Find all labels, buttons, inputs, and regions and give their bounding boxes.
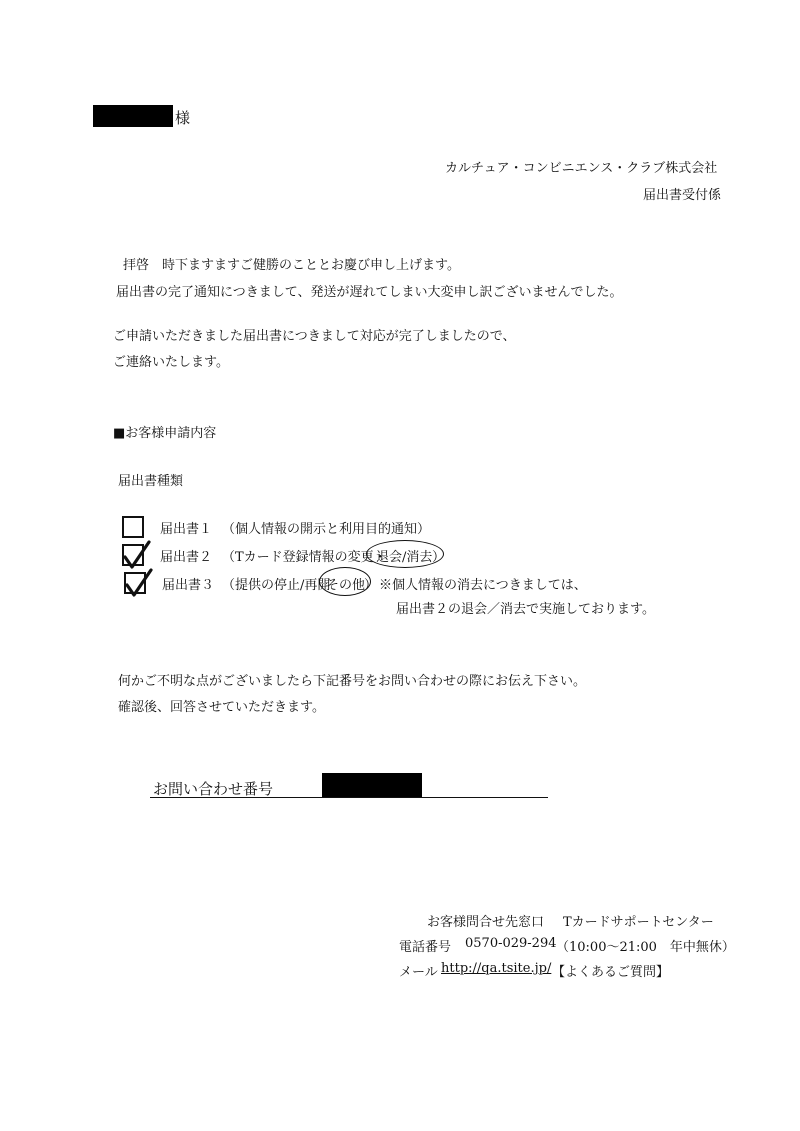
form1-detail: （個人情報の開示と利用目的通知） [222,522,431,537]
form2-circle-mark [366,540,444,568]
form2-detail-suffix: ） [432,550,446,565]
apology-line: 届出書の完了通知につきまして、発送が遅れてしまい大変申し訳ございませんでした。 [116,285,623,300]
note-line-1: ※個人情報の消去につきましては、 [379,578,587,593]
application-heading: ■お客様申請内容 [113,426,217,441]
form2-detail-prefix: （Tカード登録情報の変更・ [222,550,387,565]
form3-detail-circled: その他 [326,578,366,593]
redacted-recipient-name [93,105,173,127]
greeting-line: 拝啓 時下ますますご健勝のこととお慶び申し上げます。 [123,258,460,273]
form3-detail-suffix: ） [364,578,378,593]
form2-checkbox [122,544,144,566]
completion-line-2: ご連絡いたします。 [113,355,229,370]
form3-checkbox [124,572,146,594]
inquiry-number-label: お問い合わせ番号 [153,780,274,798]
form2-name: 届出書２ [160,550,213,565]
contact-hours: （10:00～21:00 年中無休） [556,940,735,955]
contact-mail-label: メール [399,965,438,980]
recipient-honorific: 様 [175,109,191,127]
redacted-inquiry-number [322,773,422,797]
note-line-2: 届出書２の退会／消去で実施しております。 [396,602,655,617]
contact-phone-label: 電話番号 [399,940,452,955]
completion-line-1: ご申請いただきました届出書につきまして対応が完了しましたので、 [113,329,516,344]
form3-circle-mark [319,567,371,596]
form2-detail-circled: 退会/消去 [376,550,433,565]
faq-link[interactable]: http://qa.tsite.jp/ [441,961,552,976]
inquiry-number-underline [150,797,548,798]
form3-name: 届出書３ [162,578,215,593]
checkmark-icon [125,568,153,600]
form-type-label: 届出書種類 [118,474,184,489]
contact-desk-label: お客様問合せ先窓口 [427,915,545,930]
sender-company: カルチュア・コンビニエンス・クラブ株式会社 [445,161,718,176]
faq-label: 【よくあるご質問】 [552,965,670,980]
sender-department: 届出書受付係 [643,188,722,203]
closing-line-2: 確認後、回答させていただきます。 [118,700,325,715]
contact-desk-name: Tカードサポートセンター [563,915,714,930]
contact-phone-number: 0570-029-294 [465,936,557,951]
form3-detail-prefix: （提供の停止/再開 [222,578,331,593]
form1-checkbox [122,516,144,538]
closing-line-1: 何かご不明な点がございましたら下記番号をお問い合わせの際にお伝え下さい。 [118,674,587,689]
form1-name: 届出書１ [160,522,213,537]
